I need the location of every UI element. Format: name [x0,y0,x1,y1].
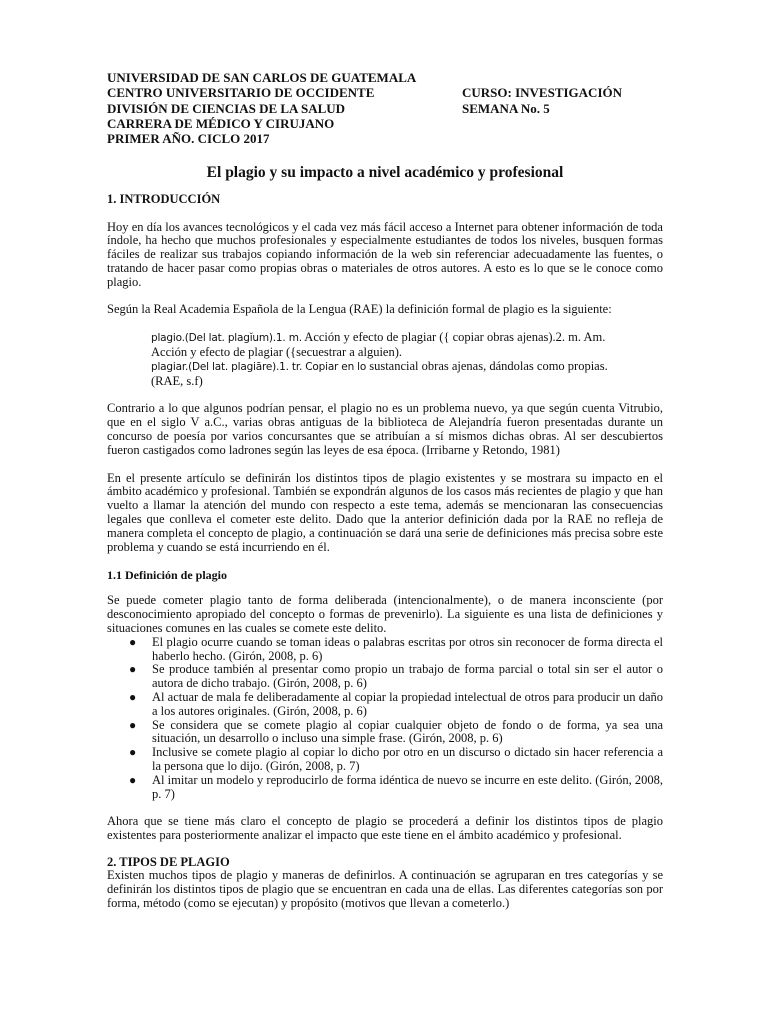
bullet-icon: ● [129,662,137,677]
document-header [107,70,663,147]
intro-paragraph-4: En el presente artículo se definirán los distintos tipos de plagio existentes y se mostrara su impacto en el ámbito académico y profesional. También se expondrán algunos de los casos más recientes de plagio y que han vuelto a llamar la atención del mundo con respecto a este tema, además se mencionaran las consecuencias legales que conlleva el cometer este delito. Dado que la anterior definición dada por la RAE no refleja de manera completa el concepto de plagio, a continuación se dará una serie de definiciones más precisa sobre este problema y cuando se está incurriendo en él. [107,470,663,554]
rae-term-plagio: plagio.(Del lat. plagĭum).1. m. [151,332,302,345]
list-item [107,663,663,691]
rae-term-plagiar: plagiar.(Del lat. plagiāre).1. tr. Copiar en lo [151,360,367,373]
definition-paragraph-2: Ahora que se tiene más claro el concepto de plagio se procederá a definir los distintos tipos de plagio existentes para posteriormente analizar el impacto que este tiene en el ámbito académico y profesional. [107,814,663,843]
header-line-career: CARRERA DE MÉDICO Y CIRUJANO [107,115,335,131]
section-heading-introduction: 1. INTRODUCCIÓN [107,192,221,206]
list-item [107,774,663,802]
list-item [107,636,663,664]
bullet-icon: ● [129,745,137,760]
intro-paragraph-2: Según la Real Academia Española de la Lengua (RAE) la definición formal de plagio es la siguiente: [107,302,612,317]
course-block [462,85,622,116]
institution-block [107,70,416,146]
document-title: El plagio y su impacto a nivel académico y profesional [206,164,564,181]
definition-paragraph-1: Se puede cometer plagio tanto de forma deliberada (intencionalmente), o de manera inconsciente (por desconocimiento apropiado del concepto o formas de prevenirlo). La siguiente es una lista de definiciones y situaciones comunes en las cuales se comete este delito. [107,593,663,636]
list-item-text: Se produce también al presentar como propio un trabajo de forma parcial o total sin ser el autor o autora de dicho trabajo. (Girón, 2008, p. 6) [152,662,663,691]
header-line-center: CENTRO UNIVERSITARIO DE OCCIDENTE [107,85,375,101]
bullet-icon: ● [129,690,137,705]
document-page [107,70,663,911]
list-item-text: Al imitar un modelo y reproducirlo de forma idéntica de nuevo se incurre en este delito. (Girón, 2008, p. 7) [152,772,663,801]
header-line-year: PRIMER AÑO. CICLO 2017 [107,131,270,147]
rae-def-plagio: Acción y efecto de plagiar ({ copiar obras ajenas).2. m. Am. Acción y efecto de plagiar ({secuestrar a alguien). [151,330,606,360]
section-heading-definition: 1.1 Definición de plagio [107,568,228,583]
list-item-text: Inclusive se comete plagio al copiar lo dicho por otro en un discurso o dictado sin hacer referencia a la persona que lo dijo. (Girón, 2008, p. 7) [152,745,663,773]
header-line-university: UNIVERSIDAD DE SAN CARLOS DE GUATEMALA [107,70,417,85]
types-paragraph-1: Existen muchos tipos de plagio y maneras de definirlos. A continuación se agruparan en tres categorías y se definirán los distintos tipos de plagio que se encuentran en cada una de ellas. Las diferentes categorías son por forma, método (como se ejecutan) y propósito (motivos que llevan a cometerlo.) [107,868,663,911]
rae-def-plagiar: sustancial obras ajenas, dándolas como propias. (RAE, s.f) [151,358,608,388]
rae-definition-quote [151,331,641,388]
bullet-icon: ● [129,772,137,787]
bullet-icon: ● [129,717,137,732]
section-heading-types: 2. TIPOS DE PLAGIO [107,854,230,869]
intro-paragraph-3: Contrario a lo que algunos podrían pensar, el plagio no es un problema nuevo, ya que según cuenta Vitrubio, que en el siglo V a.C., varias obras antiguas de la biblioteca de Alejandría fueron presentadas durante un concurso de poesía por varios concursantes que se atribuían a sí mismos dichas obras. Al ser descubiertos fueron castigados como ladrones según las leyes de esa época. (Irribarne y Retondo, 1981) [107,401,663,457]
intro-paragraph-1: Hoy en día los avances tecnológicos y el cada vez más fácil acceso a Internet para obtener información de toda índole, ha hecho que muchos profesionales y especialmente estudiantes de todos los niveles, busquen formas fáciles de realizar sus trabajos copiando información de la web sin referenciar adecuadamente las fuentes, o tratando de hacer pasar como propias obras o materiales de otros autores. A esto es lo que se le conoce como plagio. [107,219,663,289]
list-item-text: Al actuar de mala fe deliberadamente al copiar la propiedad intelectual de otros para producir un daño a los autores originales. (Girón, 2008, p. 6) [152,690,663,718]
definition-list [107,636,663,802]
list-item-text: Se considera que se comete plagio al copiar cualquier objeto de fondo o de forma, ya sea una situación, un desarrollo o incluso una simple frase. (Girón, 2008, p. 6) [152,717,663,746]
list-item [107,746,663,774]
list-item [107,691,663,719]
list-item-text: El plagio ocurre cuando se toman ideas o palabras escritas por otros sin reconocer de forma directa el haberlo hecho. (Girón, 2008, p. 6) [152,634,663,663]
header-line-division: DIVISIÓN DE CIENCIAS DE LA SALUD [107,100,346,116]
bullet-icon: ● [129,634,137,649]
header-line-week: SEMANA No. 5 [462,100,550,116]
header-line-course: CURSO: INVESTIGACIÓN [462,85,622,101]
list-item [107,719,663,747]
